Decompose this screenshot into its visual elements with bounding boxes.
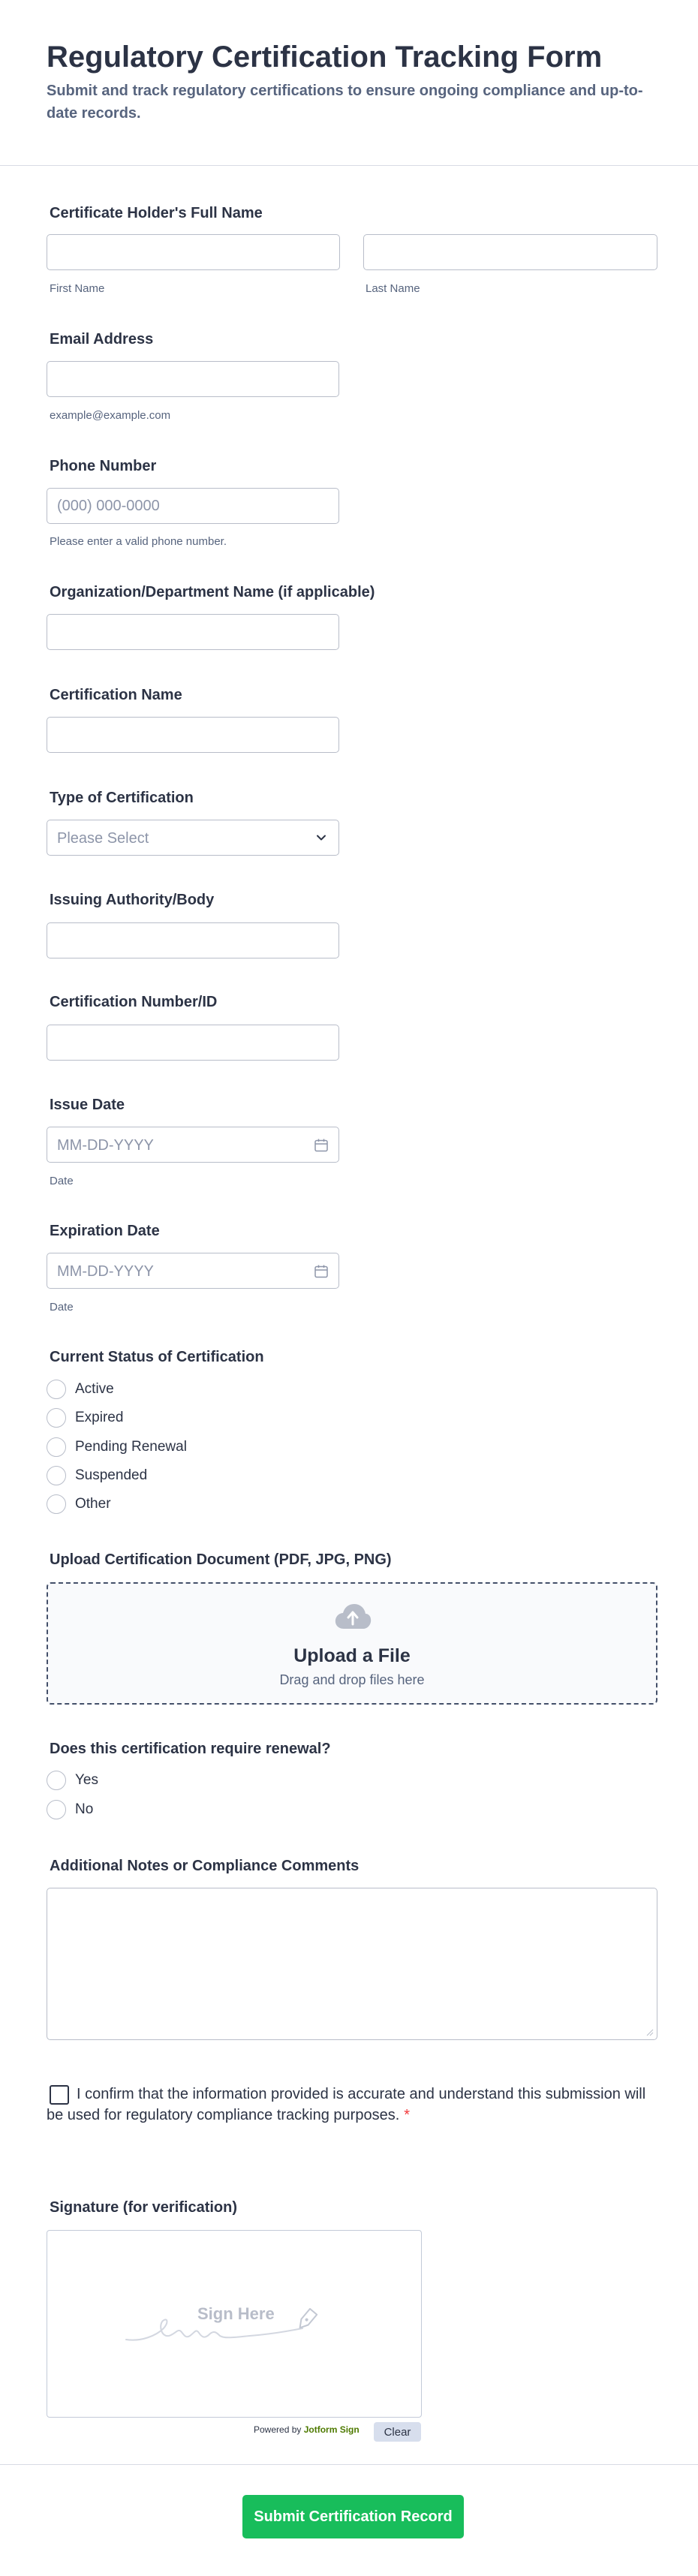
radio-button[interactable] <box>47 1408 66 1428</box>
organization-label: Organization/Department Name (if applicable) <box>50 584 375 600</box>
radio-button[interactable] <box>47 1800 66 1819</box>
cert-name-label: Certification Name <box>50 687 182 703</box>
radio-button[interactable] <box>47 1771 66 1790</box>
chevron-down-icon <box>314 831 328 844</box>
radio-label: Active <box>75 1381 114 1397</box>
expiration-date-placeholder: MM-DD-YYYY <box>57 1263 154 1280</box>
renewal-label: Does this certification require renewal? <box>50 1741 331 1757</box>
first-name-sublabel: First Name <box>50 282 105 295</box>
notes-label: Additional Notes or Compliance Comments <box>50 1858 360 1874</box>
powered-by-jotform-sign <box>254 2424 360 2435</box>
cert-type-label: Type of Certification <box>50 790 194 806</box>
email-input[interactable] <box>47 361 339 397</box>
cert-name-input[interactable] <box>47 717 339 753</box>
calendar-icon[interactable] <box>313 1137 329 1154</box>
phone-input[interactable] <box>47 488 339 524</box>
form-title: Regulatory Certification Tracking Form <box>47 41 603 74</box>
expiration-date-label: Expiration Date <box>50 1223 160 1239</box>
expiration-date-sublabel: Date <box>50 1301 74 1314</box>
signature-hint: Sign Here <box>197 2304 275 2323</box>
notes-textarea[interactable] <box>47 1888 657 2040</box>
cert-type-select[interactable] <box>47 820 339 856</box>
form-subtitle: Submit and track regulatory certifications to ensure ongoing compliance and up-to-date records. <box>47 83 643 122</box>
first-name-input[interactable] <box>47 234 340 270</box>
form-footer <box>0 2464 698 2576</box>
cert-number-input[interactable] <box>47 1025 339 1061</box>
issuing-authority-label: Issuing Authority/Body <box>50 892 215 908</box>
upload-title: Upload a File <box>293 1645 411 1666</box>
expiration-date-input[interactable] <box>47 1253 339 1289</box>
radio-button[interactable] <box>47 1494 66 1514</box>
radio-label: Yes <box>75 1772 98 1788</box>
radio-label: Expired <box>75 1410 124 1425</box>
calendar-icon[interactable] <box>313 1263 329 1280</box>
phone-sublabel: Please enter a valid phone number. <box>50 535 227 548</box>
full-name-label: Certificate Holder's Full Name <box>50 205 263 221</box>
cloud-upload-icon <box>333 1602 372 1630</box>
upload-subtitle: Drag and drop files here <box>279 1672 425 1687</box>
last-name-sublabel: Last Name <box>366 282 420 295</box>
issue-date-sublabel: Date <box>50 1175 74 1187</box>
confirm-label <box>47 2084 647 2126</box>
powered-brand: Jotform Sign <box>303 2424 360 2435</box>
email-sublabel: example@example.com <box>50 409 171 422</box>
confirm-text: I confirm that the information provided is accurate and understand this submission will be used for regulatory compliance tracking purposes. <box>47 2086 646 2123</box>
radio-button[interactable] <box>47 1466 66 1485</box>
signature-pad[interactable] <box>47 2230 422 2418</box>
upload-label: Upload Certification Document (PDF, JPG, PNG) <box>50 1551 392 1568</box>
issuing-authority-input[interactable] <box>47 922 339 958</box>
signature-label: Signature (for verification) <box>50 2199 238 2216</box>
resize-handle-icon[interactable] <box>646 2029 654 2036</box>
radio-label: Suspended <box>75 1467 148 1483</box>
status-label: Current Status of Certification <box>50 1349 264 1365</box>
powered-prefix: Powered by <box>254 2424 302 2435</box>
radio-button[interactable] <box>47 1380 66 1399</box>
issue-date-placeholder: MM-DD-YYYY <box>57 1137 154 1154</box>
radio-label: Other <box>75 1496 111 1512</box>
last-name-input[interactable] <box>363 234 657 270</box>
phone-label: Phone Number <box>50 458 157 474</box>
issue-date-label: Issue Date <box>50 1097 125 1113</box>
email-label: Email Address <box>50 331 154 348</box>
required-asterisk: * <box>404 2107 411 2123</box>
radio-label: No <box>75 1801 94 1817</box>
radio-label: Pending Renewal <box>75 1439 187 1455</box>
form-header <box>0 0 698 166</box>
radio-button[interactable] <box>47 1437 66 1457</box>
clear-signature-button[interactable]: Clear <box>374 2422 421 2442</box>
organization-input[interactable] <box>47 614 339 650</box>
cert-number-label: Certification Number/ID <box>50 994 218 1010</box>
issue-date-input[interactable] <box>47 1127 339 1163</box>
cert-type-selected-value: Please Select <box>57 830 149 847</box>
file-upload-dropzone[interactable] <box>47 1582 657 1705</box>
submit-button[interactable]: Submit Certification Record <box>242 2495 464 2538</box>
